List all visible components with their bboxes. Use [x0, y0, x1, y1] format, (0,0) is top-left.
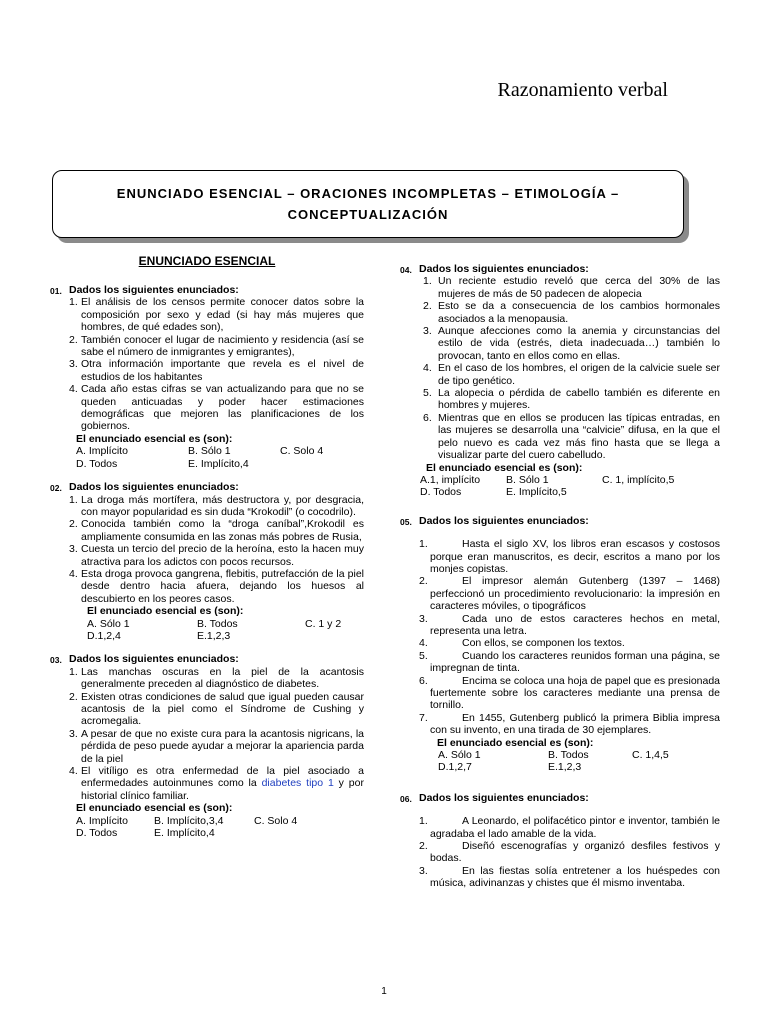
question-number: 02. [50, 483, 62, 494]
question-number: 06. [400, 793, 412, 804]
statement-text: Cada uno de estos caracteres hechos en metal, representa una letra. [430, 612, 720, 637]
question-05 [400, 515, 720, 774]
statement-item: 7. En 1455, Gutenberg publicó la primera Biblia impresa con su invento, en una tirada de 30 ejemplares. [419, 711, 720, 737]
statement-item: 3. Cuesta un tercio del precio de la heroína, esto la hacen muy atractiva para los adictos con pocos recursos. [69, 543, 364, 568]
statement-text: Mientras que en ellos se producen las típicas entradas, en las mujeres se desarrolla una “calvicie” difusa, en la que el pelo nuevo es cada vez más fino hasta que se llega a visualizar parte del cuero cabelludo. [438, 411, 720, 462]
banner-title [117, 183, 619, 225]
statement-item: 4. Esta droga provoca gangrena, flebitis, putrefacción de la piel desde dentro hacia afuera, dejando los huesos al descubierto en los peores casos. [69, 567, 364, 605]
answer-options [50, 815, 364, 840]
question-heading [50, 284, 364, 296]
question-number: 05. [400, 516, 412, 527]
option-a: A. Implícito [76, 814, 128, 827]
statement-text: Otra información importante que revela es el nivel de estudios de los habitantes [81, 358, 364, 383]
statement-item: 1. Un reciente estudio reveló que cerca del 30% de las mujeres de más de 50 padecen de alopecia [423, 275, 720, 300]
option-b: B. Sólo 1 [506, 473, 549, 486]
statement-list [400, 538, 720, 737]
statement-item: 2. Esto se da a consecuencia de los cambios hormonales asociados a la menopausia. [423, 300, 720, 325]
statement-text: Esta droga provoca gangrena, flebitis, putrefacción de la piel desde dentro hacia afuera, dejando los huesos al descubierto en los peores casos. [81, 567, 364, 605]
statement-text: Aunque afecciones como la anemia y circunstancias del estilo de vida (estrés, dieta inadecuada…) también lo provocan, tanto en ellos como en ellas. [438, 325, 720, 362]
statement-list [50, 666, 364, 802]
statement-text: A Leonardo, el polifacético pintor e inventor, también le agradaba el lado amable de la vida. [430, 815, 720, 840]
statement-item: 2. El impresor alemán Gutenberg (1397 – 1468) perfeccionó un procedimiento revolucionario: la impresión en caracteres móviles, o tipográficos [419, 575, 720, 613]
right-column [400, 263, 720, 901]
statement-item: 1. Hasta el siglo XV, los libros eran escasos y costosos porque eran manuscritos, es decir, escritos a mano por los monjes copistas. [419, 538, 720, 575]
statement-text: Existen otras condiciones de salud que igual pueden causar acantosis de la piel como el Síndrome de Cushing y acromegalia. [81, 690, 364, 728]
document-header-title: Razonamiento verbal [497, 79, 668, 101]
answer-label: El enunciado esencial es (son): [426, 461, 583, 474]
option-d: D. Todos [76, 827, 118, 840]
statement-text: Hasta el siglo XV, los libros eran escasos y costosos porque eran manuscritos, es decir, escritos a mano por los monjes copistas. [430, 538, 720, 575]
statement-item: 2. También conocer el lugar de nacimiento y residencia (así se sabe el número de inmigrantes y emigrantes), [69, 333, 364, 359]
left-column [50, 250, 364, 850]
option-b: B. Todos [197, 617, 238, 630]
option-b: B. Implícito,3,4 [154, 814, 224, 827]
statement-list [400, 275, 720, 461]
option-e: E.1,2,3 [197, 629, 231, 642]
statement-text: Esto se da a consecuencia de los cambios hormonales asociados a la menopausia. [438, 300, 720, 325]
statement-text: En las fiestas solía entretener a los huéspedes con música, adivinanzas y chistes que él mismo inventaba. [430, 864, 720, 890]
question-04 [400, 263, 720, 499]
statement-text: Cada año estas cifras se van actualizando para que no se queden anticuadas y poder hacer estimaciones demográficas que mejoren las planificaciones de los gobiernos. [81, 383, 364, 433]
option-a: A. Implícito [76, 445, 128, 458]
question-02 [50, 481, 364, 642]
question-heading-text: Dados los siguientes enunciados: [419, 263, 589, 275]
question-06 [400, 792, 720, 890]
banner-line-2: CONCEPTUALIZACIÓN [287, 207, 449, 222]
statement-text: Diseñó escenografías y organizó desfiles festivos y bodas. [430, 840, 720, 865]
statement-list [400, 815, 720, 889]
statement-item: 1. La droga más mortífera, más destructora y, por desgracia, con mayor popularidad es sin duda “Krokodil” (o cocodrilo). [69, 493, 364, 518]
statement-item: 3. Otra información importante que revela es el nivel de estudios de los habitantes [69, 358, 364, 383]
question-heading-text: Dados los siguientes enunciados: [419, 514, 589, 527]
statement-item: 3. Cada uno de estos caracteres hechos en metal, representa una letra. [419, 612, 720, 637]
answer-label: El enunciado esencial es (son): [76, 432, 233, 445]
statement-text: Conocida también como la “droga caníbal”,Krokodil es ampliamente consumida en las zonas más pobres de Rusia, [81, 518, 364, 543]
statement-text-end: y por historial clínico familiar. [81, 777, 364, 802]
option-d: D.1,2,7 [438, 761, 472, 774]
option-a: A. Sólo 1 [438, 749, 481, 762]
option-c: C. 1, implícito,5 [602, 473, 675, 486]
answer-options [400, 749, 720, 774]
statement-text: El análisis de los censos permite conocer datos sobre la composición por sexo y edad (si hay más mujeres que hombres, de qué edades son), [81, 296, 364, 334]
question-heading-text: Dados los siguientes enunciados: [69, 653, 239, 666]
statement-item: 2. Existen otras condiciones de salud que igual pueden causar acantosis de la piel como el Síndrome de Cushing y acromegalia. [69, 690, 364, 728]
option-b: B. Sólo 1 [188, 445, 231, 458]
statement-text: La alopecia o pérdida de cabello también es diferente en hombres y mujeres. [438, 387, 720, 412]
section-title: ENUNCIADO ESENCIAL [138, 254, 276, 268]
statement-item: 4. El vitíligo es otra enfermedad de la piel asociado a enfermedades autoinmunes como la diabetes tipo 1 y por historial clínico familiar. [69, 765, 364, 802]
banner-line-1: ENUNCIADO ESENCIAL – ORACIONES INCOMPLETAS – ETIMOLOGÍA – [116, 186, 620, 201]
question-number: 01. [50, 286, 62, 296]
question-heading [400, 792, 720, 804]
statement-item: 4. Cada año estas cifras se van actualizando para que no se queden anticuadas y poder hacer estimaciones demográficas que mejoren las planificaciones de los gobiernos. [69, 383, 364, 433]
page-number: 1 [381, 986, 387, 997]
answer-label: El enunciado esencial es (son): [87, 605, 244, 618]
statement-text: A pesar de que no existe cura para la acantosis nigricans, la pérdida de peso puede ayudar a mejorar la apariencia parda de la piel [81, 727, 364, 765]
option-a: A.1, implícito [420, 473, 481, 486]
option-c: C. Solo 4 [254, 814, 298, 827]
statement-item: 4. En el caso de los hombres, el origen de la calvicie suele ser de tipo genético. [423, 362, 720, 387]
statement-text: El impresor alemán Gutenberg (1397 – 1468) perfeccionó un procedimiento revolucionario: la impresión en caracteres móviles, o tipográficos [430, 575, 720, 613]
option-d: D. Todos [420, 486, 462, 499]
diabetes-link[interactable]: diabetes tipo 1 [261, 777, 334, 790]
statement-text: Cuando los caracteres reunidos forman una página, se impregnan de tinta. [430, 649, 720, 675]
option-b: B. Todos [548, 749, 589, 762]
statement-item: 5. La alopecia o pérdida de cabello también es diferente en hombres y mujeres. [423, 387, 720, 412]
statement-text: Cuesta un tercio del precio de la heroína, esto la hacen muy atractiva para los adictos con pocos recursos. [81, 543, 364, 568]
statement-text: Las manchas oscuras en la piel de la acantosis generalmente preceden al diagnóstico de diabetes. [81, 665, 364, 691]
answer-options [50, 445, 364, 470]
option-d: D.1,2,4 [87, 629, 121, 642]
option-c: C. 1 y 2 [305, 617, 342, 630]
answer-label: El enunciado esencial es (son): [437, 736, 594, 749]
question-01 [50, 284, 364, 470]
question-heading [400, 263, 720, 275]
question-number: 03. [50, 655, 62, 666]
statement-item: 2. Conocida también como la “droga caníbal”,Krokodil es ampliamente consumida en las zonas más pobres de Rusia, [69, 518, 364, 543]
statement-item: 1. A Leonardo, el polifacético pintor e inventor, también le agradaba el lado amable de la vida. [419, 815, 720, 840]
statement-item: 4. Con ellos, se componen los textos. [419, 637, 625, 650]
question-heading [50, 481, 364, 493]
option-e: E. Implícito,4 [188, 457, 249, 470]
statement-list [50, 296, 364, 432]
option-c: C. 1,4,5 [632, 749, 669, 762]
answer-options [50, 618, 364, 643]
question-heading [50, 653, 364, 665]
statement-list [50, 494, 364, 606]
answer-options [400, 474, 720, 499]
option-c: C. Solo 4 [280, 445, 324, 458]
statement-text [81, 765, 364, 802]
question-heading-text: Dados los siguientes enunciados: [69, 284, 239, 296]
question-heading [400, 515, 720, 527]
statement-item: 3. Aunque afecciones como la anemia y circunstancias del estilo de vida (estrés, dieta inadecuada…) también lo provocan, tanto en ellos como en ellas. [423, 325, 720, 362]
statement-item: 3. A pesar de que no existe cura para la acantosis nigricans, la pérdida de peso puede ayudar a mejorar la apariencia parda de la piel [69, 727, 364, 765]
statement-text: En el caso de los hombres, el origen de la calvicie suele ser de tipo genético. [438, 362, 720, 387]
option-d: D. Todos [76, 457, 118, 470]
statement-item: 6. Encima se coloca una hoja de papel que es presionada fuertemente sobre los caracteres mediante una prensa de tornillo. [419, 674, 721, 712]
statement-text: En 1455, Gutenberg publicó la primera Biblia impresa con su invento, en una tirada de 30 ejemplares. [430, 711, 720, 737]
statement-item: 2. Diseñó escenografías y organizó desfiles festivos y bodas. [419, 840, 720, 865]
question-heading-text: Dados los siguientes enunciados: [69, 481, 239, 494]
statement-text: Con ellos, se componen los textos. [462, 637, 625, 650]
option-e: E. Implícito,4 [154, 827, 215, 840]
statement-text: Un reciente estudio reveló que cerca del 30% de las mujeres de más de 50 padecen de alopecia [438, 275, 720, 300]
statement-item: 6. Mientras que en ellos se producen las típicas entradas, en las mujeres se desarrolla una “calvicie” difusa, en la que el pelo nuevo es cada vez más fino hasta que se llega a visualizar parte del cuero cabelludo. [423, 411, 720, 462]
statement-text: Encima se coloca una hoja de papel que es presionada fuertemente sobre los caracteres mediante una prensa de tornillo. [430, 674, 721, 712]
statement-text: La droga más mortífera, más destructora y, por desgracia, con mayor popularidad es sin duda “Krokodil” (o cocodrilo). [81, 493, 364, 518]
question-heading-text: Dados los siguientes enunciados: [419, 791, 589, 804]
question-03 [50, 653, 364, 839]
option-e: E. Implícito,5 [506, 486, 567, 499]
statement-item: 3. En las fiestas solía entretener a los huéspedes con música, adivinanzas y chistes que él mismo inventaba. [419, 864, 720, 890]
topic-banner [52, 170, 684, 238]
option-e: E.1,2,3 [548, 761, 582, 774]
option-a: A. Sólo 1 [87, 617, 130, 630]
question-number: 04. [400, 265, 412, 275]
statement-text-start: El vitíligo es otra enfermedad de la piel asociado a enfermedades autoinmunes como la [81, 765, 364, 790]
statement-item: 1. El análisis de los censos permite conocer datos sobre la composición por sexo y edad (si hay más mujeres que hombres, de qué edades son), [69, 296, 364, 334]
statement-item: 5. Cuando los caracteres reunidos forman una página, se impregnan de tinta. [419, 649, 720, 675]
statement-text: También conocer el lugar de nacimiento y residencia (así se sabe el número de inmigrantes y emigrantes), [81, 333, 364, 359]
statement-item: 1. Las manchas oscuras en la piel de la acantosis generalmente preceden al diagnóstico de diabetes. [69, 665, 364, 691]
answer-label: El enunciado esencial es (son): [76, 802, 233, 815]
